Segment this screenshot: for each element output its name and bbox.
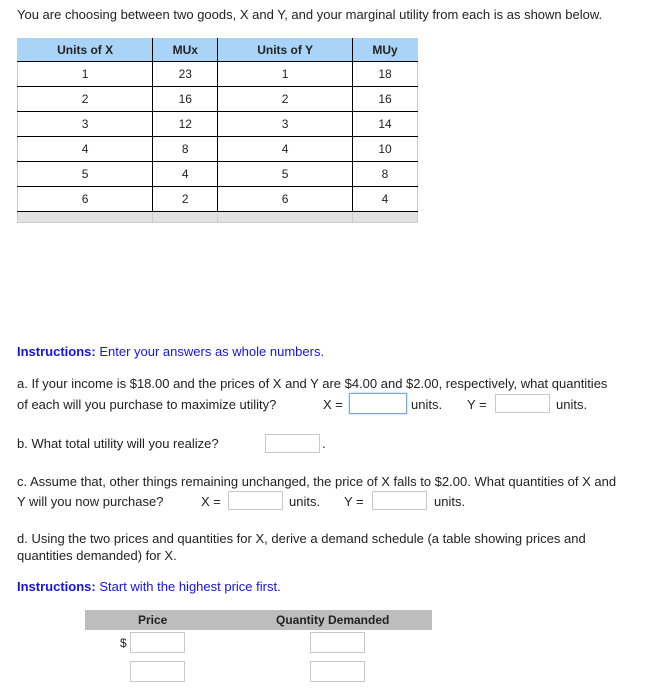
- part-d-line2: quantities demanded) for X.: [17, 548, 177, 563]
- table-row: [18, 87, 418, 112]
- table-row: [18, 162, 418, 187]
- table-header: [18, 38, 418, 62]
- cell: 1: [218, 62, 353, 87]
- cell: 3: [218, 112, 353, 137]
- dollar-sign: $: [120, 636, 127, 650]
- part-a-line2: of each will you purchase to maximize utility?: [17, 397, 277, 412]
- part-a-units-label: units.: [411, 397, 443, 412]
- part-c-x-input[interactable]: [228, 491, 283, 510]
- quantity-header: Quantity Demanded: [276, 613, 390, 627]
- part-b-input[interactable]: [265, 434, 320, 453]
- price-header: Price: [138, 613, 168, 627]
- table-row: [18, 62, 418, 87]
- cell: 2: [153, 187, 218, 212]
- table-footer: [18, 212, 418, 223]
- cell: 8: [353, 162, 418, 187]
- part-c-line1: c. Assume that, other things remaining unchanged, the price of X falls to $2.00. What quantities of X and: [17, 474, 617, 489]
- cell: 14: [353, 112, 418, 137]
- col-units-x: Units of X: [18, 38, 153, 62]
- marginal-utility-table: [17, 38, 418, 223]
- demand-table-header: [85, 610, 432, 630]
- cell: 8: [153, 137, 218, 162]
- cell: 23: [153, 62, 218, 87]
- part-b-period: .: [322, 436, 326, 451]
- part-d-line1: d. Using the two prices and quantities for X, derive a demand schedule (a table showing prices and: [17, 531, 586, 546]
- cell: 5: [18, 162, 153, 187]
- part-b-text: b. What total utility will you realize?: [17, 436, 219, 451]
- cell: 3: [18, 112, 153, 137]
- table-row: [18, 112, 418, 137]
- cell: 16: [153, 87, 218, 112]
- part-c-line2: Y will you now purchase?: [17, 494, 164, 509]
- cell: 12: [153, 112, 218, 137]
- part-c-y-input[interactable]: [372, 491, 427, 510]
- col-mux: MUx: [153, 38, 218, 62]
- cell: 18: [353, 62, 418, 87]
- cell: 4: [153, 162, 218, 187]
- cell: 10: [353, 137, 418, 162]
- col-muy: MUy: [353, 38, 418, 62]
- cell: 6: [18, 187, 153, 212]
- part-a-line1: a. If your income is $18.00 and the prices of X and Y are $4.00 and $2.00, respectively, what quantities: [17, 376, 608, 391]
- part-a-x-input[interactable]: [349, 393, 407, 414]
- cell: 4: [218, 137, 353, 162]
- cell: 4: [353, 187, 418, 212]
- table-row: [18, 137, 418, 162]
- price-input-2[interactable]: [130, 661, 185, 682]
- cell: 6: [218, 187, 353, 212]
- cell: 2: [218, 87, 353, 112]
- quantity-input-1[interactable]: [310, 632, 365, 653]
- intro-text: You are choosing between two goods, X and Y, and your marginal utility from each is as shown below.: [17, 7, 603, 22]
- quantity-input-2[interactable]: [310, 661, 365, 682]
- cell: 1: [18, 62, 153, 87]
- part-c-units-label: units.: [289, 494, 321, 509]
- cell: 2: [18, 87, 153, 112]
- part-a-y-input[interactable]: [495, 394, 550, 413]
- cell: 4: [18, 137, 153, 162]
- instructions-2: Instructions: Start with the highest price first.: [17, 579, 281, 594]
- col-units-y: Units of Y: [218, 38, 353, 62]
- price-input-1[interactable]: [130, 632, 185, 653]
- part-a-units-label-2: units.: [556, 397, 588, 412]
- part-c-y-label: Y =: [344, 494, 364, 509]
- part-c-x-label: X =: [201, 494, 221, 509]
- cell: 5: [218, 162, 353, 187]
- part-a-y-label: Y =: [467, 397, 487, 412]
- part-c-units-label-2: units.: [434, 494, 466, 509]
- cell: 16: [353, 87, 418, 112]
- table-row: [18, 187, 418, 212]
- part-a-x-label: X =: [323, 397, 343, 412]
- instructions-1: Instructions: Enter your answers as whole numbers.: [17, 344, 325, 359]
